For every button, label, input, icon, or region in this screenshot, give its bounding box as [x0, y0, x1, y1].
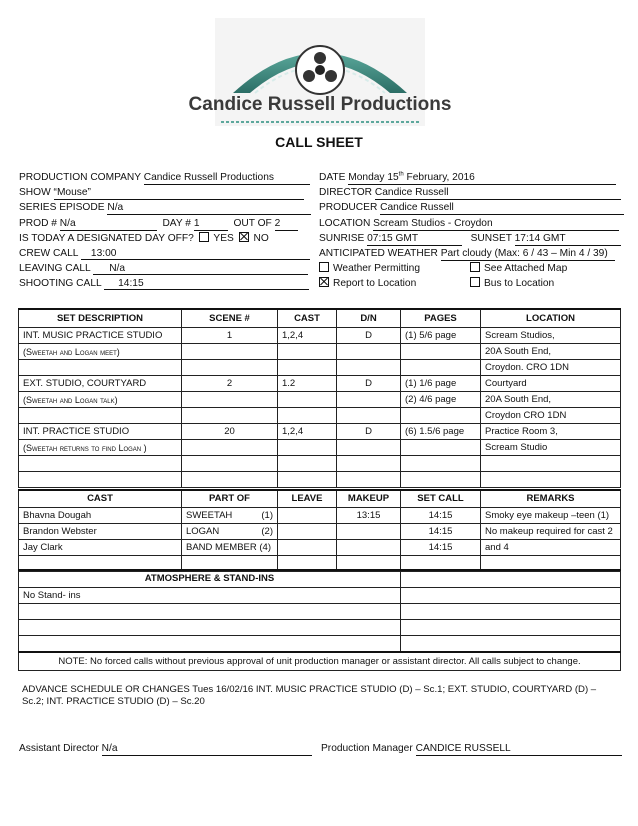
sunset-value: 17:14 GMT: [515, 232, 621, 246]
table-row: [19, 636, 621, 653]
shooting-call-value: 14:15: [104, 277, 309, 290]
cast-table: [18, 489, 621, 572]
table-row: EXT. STUDIO, COURTYARD 2 1.2 D (1) 1/6 page Courtyard: [19, 376, 621, 392]
advance-schedule: ADVANCE SCHEDULE OR CHANGES Tues 16/02/16 INT. MUSIC PRACTICE STUDIO (D) – Sc.1; EXT. STUDIO, COURTYARD (D) – Sc.2; INT. PRACTICE STUDIO (D) – Sc.20: [22, 684, 597, 707]
weather-value: Part cloudy (Max: 6 / 43 – Min 4 / 39): [441, 247, 615, 261]
weather-permitting-option: Weather Permitting: [319, 262, 420, 276]
table-row: Croydon CRO 1DN: [19, 408, 621, 424]
header-dn: D/N: [337, 309, 401, 328]
table-row: INT. MUSIC PRACTICE STUDIO 1 1,2,4 D (1) 5/6 page Scream Studios,: [19, 328, 621, 344]
cast-header-row: [19, 490, 621, 508]
table-row: Bhavna Dougah SWEETAH (1) 13:15 14:15 Smoky eye makeup –teen (1): [19, 508, 621, 524]
table-row: Brandon Webster LOGAN (2) 14:15 No makeup required for cast 2: [19, 524, 621, 540]
table-row: (Sweetah returns to find Logan ) Scream Studio: [19, 440, 621, 456]
out-of-value: 2: [275, 217, 298, 231]
table-row: (Sweetah and Logan meet) 20A South End,: [19, 344, 621, 360]
table-row: INT. PRACTICE STUDIO 20 1,2,4 D (6) 1.5/6 page Practice Room 3,: [19, 424, 621, 440]
table-row: [19, 604, 621, 620]
table-row: Croydon. CRO 1DN: [19, 360, 621, 376]
header-remarks: REMARKS: [481, 490, 621, 508]
field-shooting-call: SHOOTING CALL 14:15: [19, 277, 309, 291]
location-value: Scream Studios - Croydon: [373, 217, 619, 231]
field-director: DIRECTOR Candice Russell: [319, 186, 621, 200]
prod-number-value: N/a: [60, 217, 157, 231]
production-company-value: Candice Russell Productions: [144, 171, 310, 185]
header-set-call: SET CALL: [401, 490, 481, 508]
field-sunrise-sunset: SUNRISE 07:15 GMT SUNSET 17:14 GMT: [319, 232, 621, 246]
bus-location-option: Bus to Location: [470, 277, 554, 291]
production-logo: [188, 18, 452, 126]
header-atmosphere: ATMOSPHERE & STAND-INS: [19, 570, 401, 588]
header-cast: CAST: [278, 309, 337, 328]
field-leaving-call: LEAVING CALL N/a: [19, 262, 308, 276]
scenes-header-row: [19, 309, 621, 328]
field-series-episode: SERIES EPISODE N/a: [19, 201, 311, 215]
field-show: SHOW “Mouse”: [19, 186, 304, 200]
assistant-director-signature: Assistant Director N/a: [19, 742, 312, 756]
series-episode-value: N/a: [107, 201, 311, 215]
show-value: “Mouse”: [54, 186, 304, 200]
producer-value: Candice Russell: [380, 201, 624, 215]
header-location: LOCATION: [481, 309, 621, 328]
atmosphere-table: [18, 569, 621, 671]
note-text: NOTE: No forced calls without previous approval of unit production manager or assistant director. All calls subject to change.: [19, 652, 621, 671]
no-checkbox[interactable]: [239, 232, 249, 242]
field-designated-day-off: IS TODAY A DESIGNATED DAY OFF? YES NO: [19, 233, 269, 244]
field-prod-day: PROD # N/a DAY # 1 OUT OF 2: [19, 217, 298, 231]
report-location-checkbox[interactable]: [319, 277, 329, 287]
see-map-checkbox[interactable]: [470, 262, 480, 272]
field-producer: PRODUCER Candice Russell: [319, 201, 624, 215]
director-value: Candice Russell: [375, 186, 621, 200]
field-production-company: PRODUCTION COMPANY Candice Russell Productions: [19, 171, 310, 185]
page-title: CALL SHEET: [275, 134, 363, 150]
field-date: DATE Monday 15th February, 2016: [319, 171, 616, 185]
crew-call-value: 13:00: [81, 247, 310, 260]
header-scene: SCENE #: [182, 309, 278, 328]
header-set-description: SET DESCRIPTION: [19, 309, 182, 328]
see-map-option: See Attached Map: [470, 262, 567, 276]
bus-location-checkbox[interactable]: [470, 277, 480, 287]
table-row: [19, 472, 621, 488]
sunrise-value: 07:15 GMT: [367, 232, 462, 246]
header-part-of: PART OF: [182, 490, 278, 508]
table-row: Jay Clark BAND MEMBER (4) 14:15 and 4: [19, 540, 621, 556]
production-manager-value: CANDICE RUSSELL: [416, 742, 622, 756]
header-pages: PAGES: [401, 309, 481, 328]
weather-permitting-checkbox[interactable]: [319, 262, 329, 272]
header-cast-name: CAST: [19, 490, 182, 508]
field-crew-call: CREW CALL 13:00: [19, 247, 310, 261]
field-weather: ANTICIPATED WEATHER Part cloudy (Max: 6 / 43 – Min 4 / 39): [319, 247, 615, 261]
production-manager-signature: Production Manager CANDICE RUSSELL: [321, 742, 622, 756]
date-value: Monday 15th February, 2016: [348, 171, 616, 185]
scenes-table: [18, 308, 621, 488]
header-makeup: MAKEUP: [337, 490, 401, 508]
assistant-director-value: N/a: [102, 742, 312, 756]
leaving-call-value: N/a: [93, 262, 308, 275]
yes-checkbox[interactable]: [199, 232, 209, 242]
table-row: No Stand- ins: [19, 588, 621, 604]
day-number-value: 1: [194, 217, 228, 231]
field-location: LOCATION Scream Studios - Croydon: [319, 217, 619, 231]
table-row: [19, 620, 621, 636]
table-row: (Sweetah and Logan talk) (2) 4/6 page 20A South End,: [19, 392, 621, 408]
table-row: [19, 456, 621, 472]
report-location-option: Report to Location: [319, 277, 416, 291]
logo-text: Candice Russell Productions: [188, 94, 452, 115]
header-leave: LEAVE: [278, 490, 337, 508]
